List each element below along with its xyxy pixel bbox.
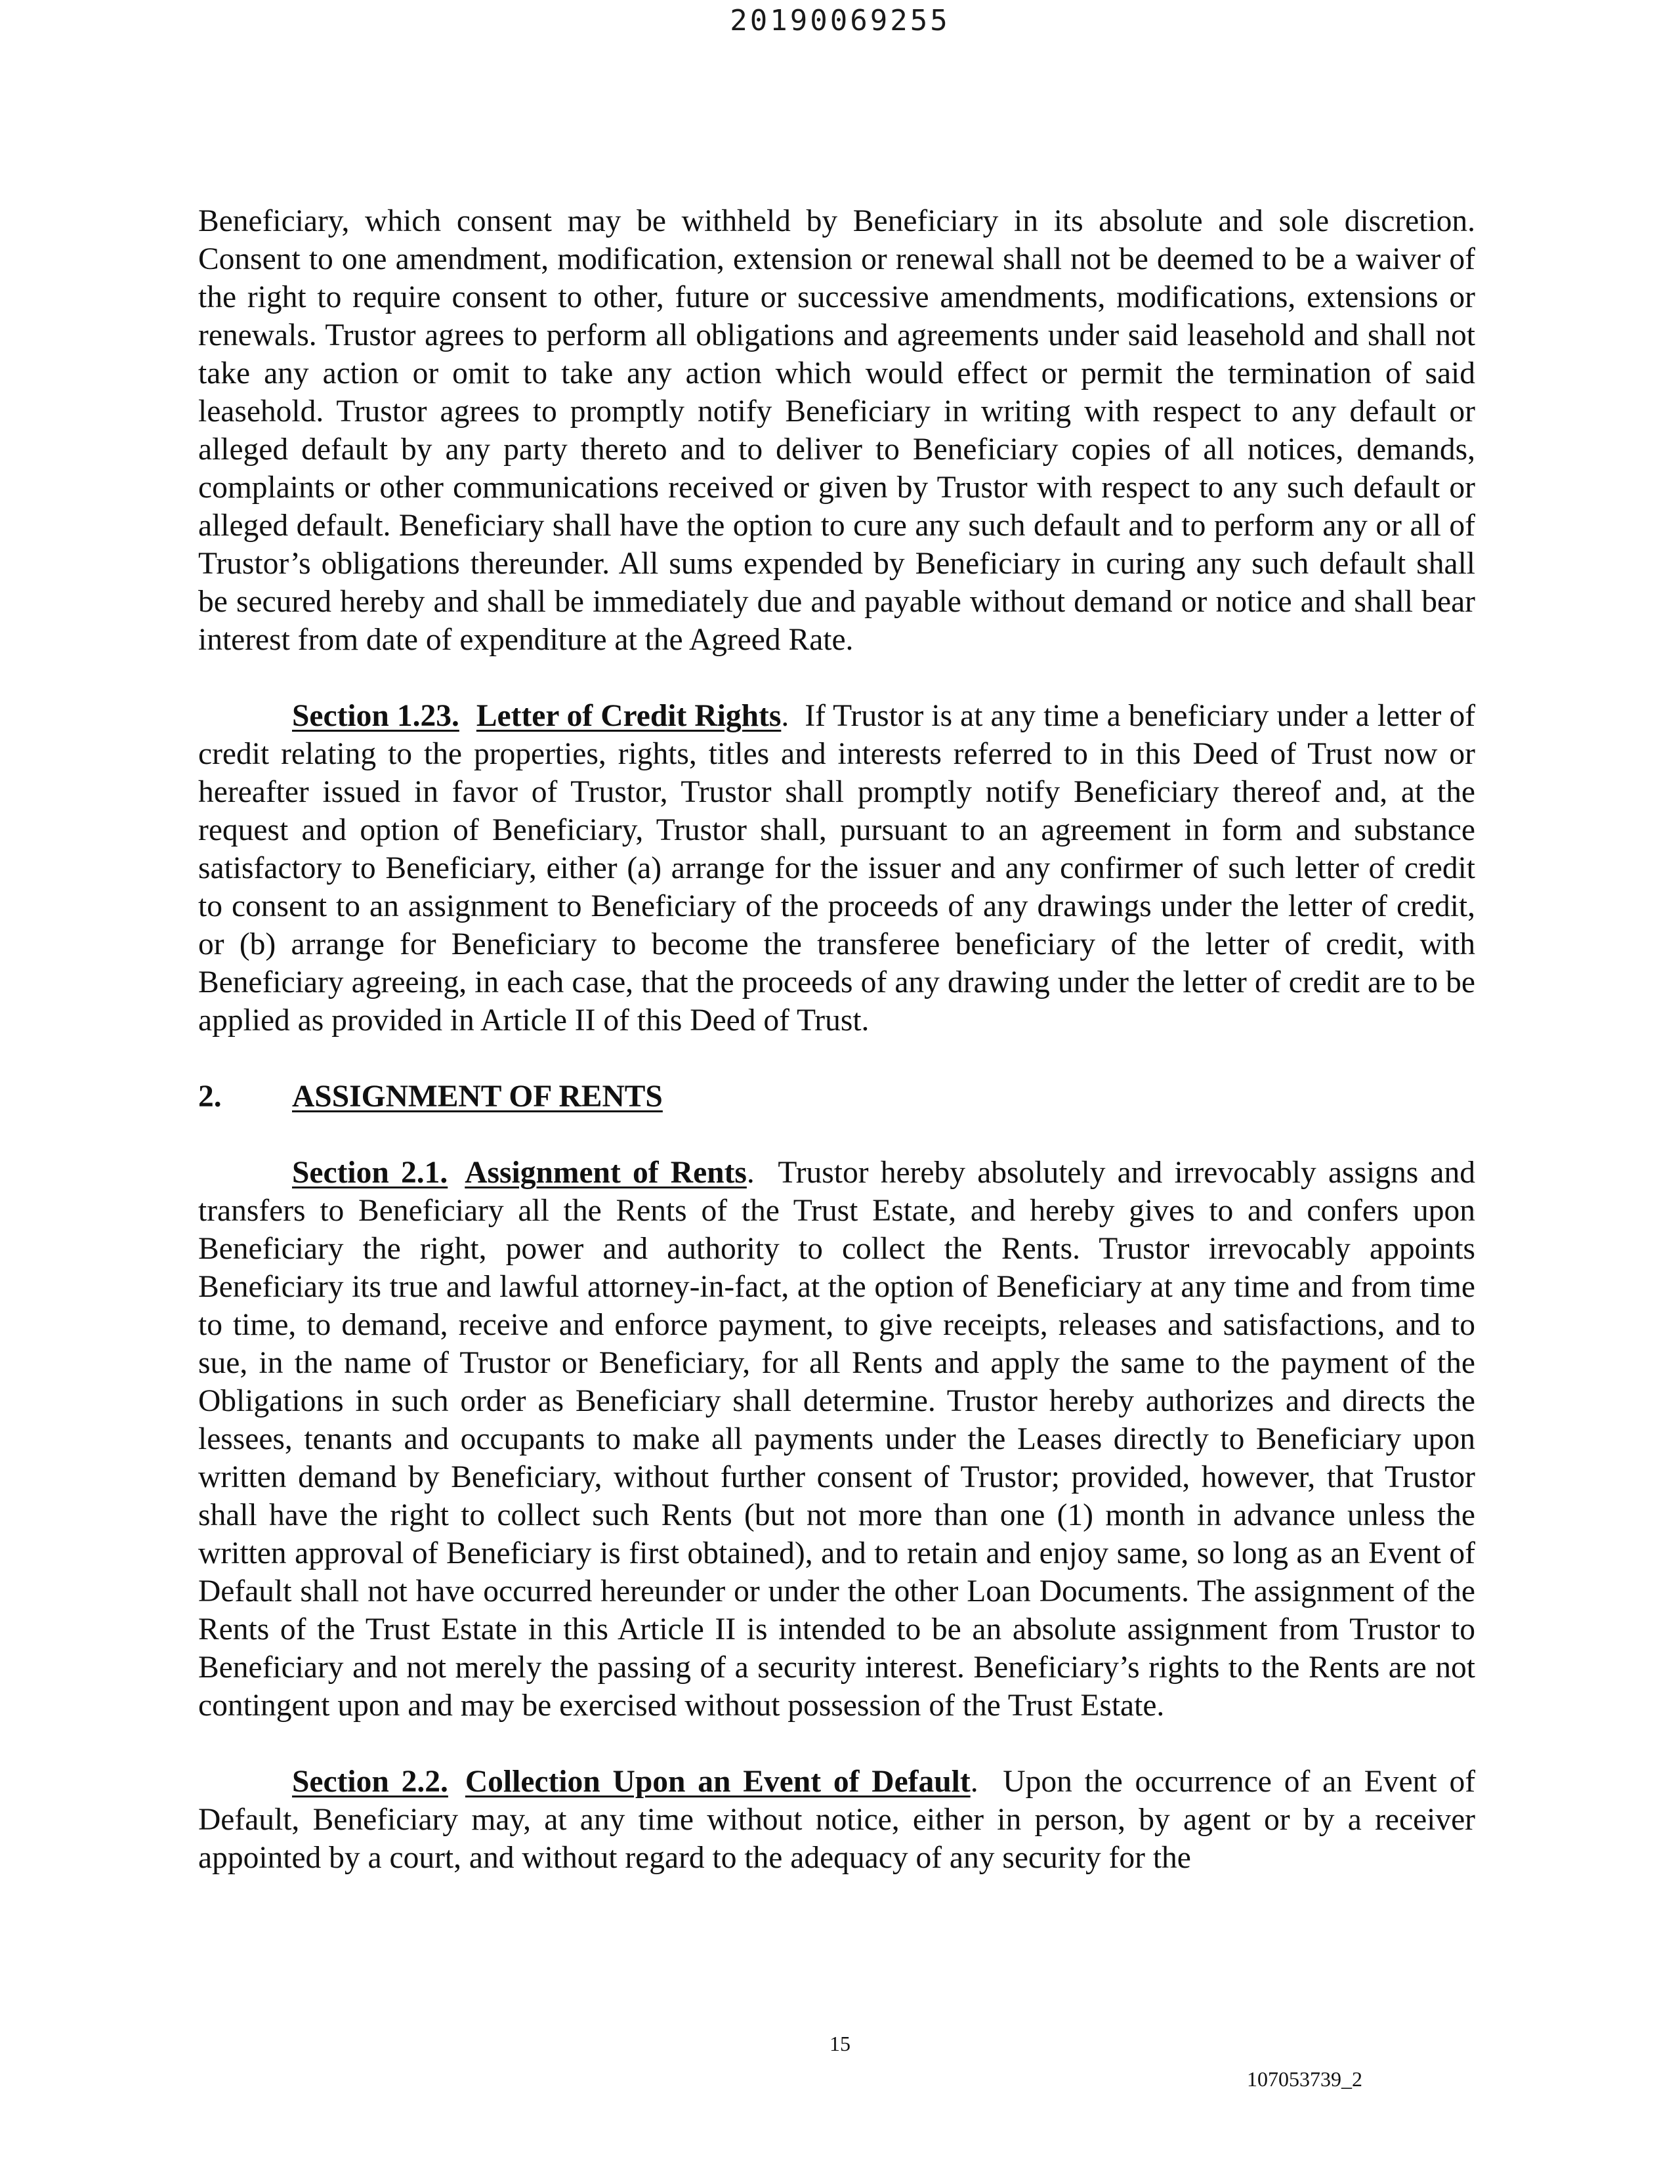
- section-1-23: Section 1.23. Letter of Credit Rights. If Trustor is at any time a beneficiary under a letter of credit relating to the properties, rights, titles and interests referred to in this Deed of Trust now or hereafter issued in favor of Trustor, Trustor shall promptly notify Beneficiary thereof and, at the request and option of Beneficiary, Trustor shall, pursuant to an agreement in form and substance satisfactory to Beneficiary, either (a) arrange for the issuer and any confirmer of such letter of credit to consent to an assignment to Beneficiary of the proceeds of any drawings under the letter of credit, or (b) arrange for Beneficiary to become the transferee beneficiary of the letter of credit, with Beneficiary agreeing, in each case, that the proceeds of any drawing under the letter of credit are to be applied as provided in Article II of this Deed of Trust.: [198, 699, 1476, 1038]
- document-body: [198, 202, 1475, 1915]
- section-2-1: Section 2.1. Assignment of Rents. Trustor hereby absolutely and irrevocably assigns and transfers to Beneficiary all the Rents of the Trust Estate, and hereby gives to and confers upon Beneficiary the right, power and authority to collect the Rents. Trustor irrevocably appoints Beneficiary its true and lawful attorney-in-fact, at the option of Beneficiary at any time and from time to time, to demand, receive and enforce payment, to give receipts, releases and satisfactions, and to sue, in the name of Trustor or Beneficiary, for all Rents and apply the same to the payment of the Obligations in such order as Beneficiary shall determine. Trustor hereby authorizes and directs the lessees, tenants and occupants to make all payments under the Leases directly to Beneficiary upon written demand by Beneficiary, without further consent of Trustor; provided, however, that Trustor shall have the right to collect such Rents (but not more than one (1) month in advance unless the written approval of Beneficiary is first obtained), and to retain and enjoy same, so long as an Event of Default shall not have occurred hereunder or under the other Loan Documents. The assignment of the Rents of the Trust Estate in this Article II is intended to be an absolute assignment from Trustor to Beneficiary and not merely the passing of a security interest. Beneficiary’s rights to the Rents are not contingent upon and may be exercised without possession of the Trust Estate.: [198, 1156, 1475, 1723]
- document-number: 20190069255: [730, 4, 950, 37]
- section-title: Assignment of Rents: [465, 1156, 747, 1190]
- section-2-2: Section 2.2. Collection Upon an Event of Default. Upon the occurrence of an Event of Default, Beneficiary may, at any time without notice, either in person, by agent or by a receiver appointed by a court, and without regard to the adequacy of any security for the: [198, 1765, 1476, 1875]
- section-text: If Trustor is at any time a beneficiary under a letter of credit relating to the properties, rights, titles and interests referred to in this Deed of Trust now or hereafter issued in favor of Trustor, Trustor shall promptly notify Beneficiary thereof and, at the request and option of Beneficiary, Trustor shall, pursuant to an agreement in form and substance satisfactory to Beneficiary, either (a) arrange for the issuer and any confirmer of such letter of credit to consent to an assignment to Beneficiary of the proceeds of any drawings under the letter of credit, or (b) arrange for Beneficiary to become the transferee beneficiary of the letter of credit, with Beneficiary agreeing, in each case, that the proceeds of any drawing under the letter of credit are to be applied as provided in Article II of this Deed of Trust.: [198, 699, 1476, 1038]
- article-title: ASSIGNMENT OF RENTS: [292, 1080, 663, 1114]
- section-title: Collection Upon an Event of Default: [465, 1765, 971, 1799]
- section-text: Trustor hereby absolutely and irrevocably assigns and transfers to Beneficiary all the Rents of the Trust Estate, and hereby gives to and confers upon Beneficiary the right, power and authority to collect the Rents. Trustor irrevocably appoints Beneficiary its true and lawful attorney-in-fact, at the option of Beneficiary at any time and from time to time, to demand, receive and enforce payment, to give receipts, releases and satisfactions, and to sue, in the name of Trustor or Beneficiary, for all Rents and apply the same to the payment of the Obligations in such order as Beneficiary shall determine. Trustor hereby authorizes and directs the lessees, tenants and occupants to make all payments under the Leases directly to Beneficiary upon written demand by Beneficiary, without further consent of Trustor; provided, however, that Trustor shall have the right to collect such Rents (but not more than one (1) month in advance unless the written approval of Beneficiary is first obtained), and to retain and enjoy same, so long as an Event of Default shall not have occurred hereunder or under the other Loan Documents. The assignment of the Rents of the Trust Estate in this Article II is intended to be an absolute assignment from Trustor to Beneficiary and not merely the passing of a security interest. Beneficiary’s rights to the Rents are not contingent upon and may be exercised without possession of the Trust Estate.: [198, 1156, 1475, 1723]
- article-heading: [198, 1078, 1475, 1116]
- page-number: 15: [830, 2032, 850, 2055]
- section-number: Section 2.2.: [292, 1765, 448, 1799]
- document-id: 107053739_2: [1247, 2067, 1362, 2091]
- section-number: Section 1.23.: [292, 699, 459, 733]
- paragraph-continuation: Beneficiary, which consent may be withheld by Beneficiary in its absolute and sole discretion. Consent to one amendment, modification, extension or renewal shall not be deemed to be a waiver of the right to require consent to other, future or successive amendments, modifications, extensions or renewals. Trustor agrees to perform all obligations and agreements under said leasehold and shall not take any action or omit to take any action which would effect or permit the termination of said leasehold. Trustor agrees to promptly notify Beneficiary in writing with respect to any default or alleged default by any party thereto and to deliver to Beneficiary copies of all notices, demands, complaints or other communications received or given by Trustor with respect to any such default or alleged default. Beneficiary shall have the option to cure any such default and to perform any or all of Trustor’s obligations thereunder. All sums expended by Beneficiary in curing any such default shall be secured hereby and shall be immediately due and payable without demand or notice and shall bear interest from date of expenditure at the Agreed Rate.: [198, 204, 1475, 657]
- section-number: Section 2.1.: [292, 1156, 448, 1190]
- article-number: 2.: [198, 1080, 222, 1114]
- section-title: Letter of Credit Rights: [476, 699, 782, 733]
- section-text: Upon the occurrence of an Event of Default, Beneficiary may, at any time without notice, either in person, by agent or by a receiver appointed by a court, and without regard to the adequacy of any security for the: [198, 1765, 1476, 1875]
